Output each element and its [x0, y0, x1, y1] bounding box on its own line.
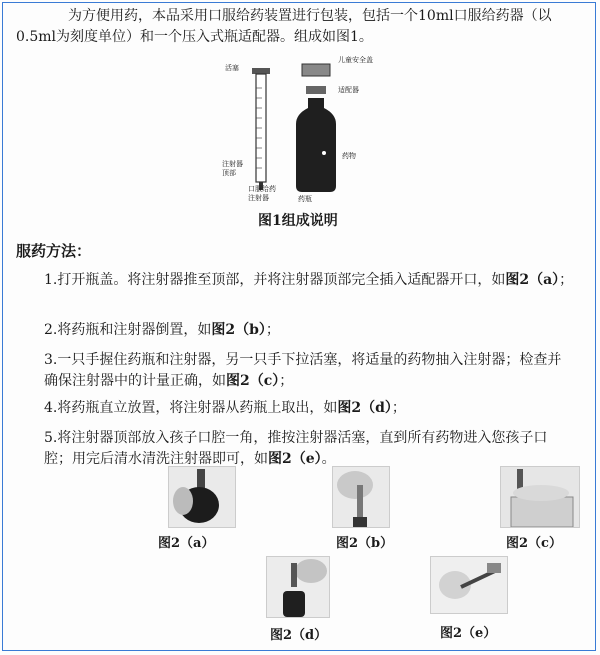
syringe-plunger-head — [252, 68, 270, 74]
step-4: 4.将药瓶直立放置，将注射器从药瓶上取出，如图2（d）； — [44, 400, 406, 416]
figure-2b-photo — [332, 466, 390, 528]
bottle-adapter — [306, 86, 326, 94]
label-syringe-tip: 注射器顶部 — [222, 160, 243, 177]
label-child-cap: 儿童安全盖 — [338, 56, 373, 64]
figure-2d-photo — [266, 556, 330, 618]
label-oral-syringe: 口服给药注射器 — [248, 185, 276, 202]
intro-paragraph: 为方便用药，本品采用口服给药装置进行包装，包括一个10ml口服给药器（以0.5ml为刻度单位）和一个压入式瓶适配器。组成如图1。 — [16, 8, 552, 45]
step-5: 5.将注射器顶部放入孩子口腔一角，推按注射器活塞，直到所有药物进入您孩子口腔；用完后清水清洗注射器即可，如图2（e）。 — [44, 430, 548, 467]
step-1: 1.打开瓶盖。将注射器推至顶部，并将注射器顶部完全插入适配器开口，如图2（a）； — [44, 272, 574, 288]
method-heading: 服药方法： — [16, 242, 92, 260]
step-3: 3.一只手握住药瓶和注射器，另一只手下拉活塞，将适量的药物抽入注射器；检查并确保注射器中的计量正确，如图2（c）； — [44, 352, 562, 389]
label-bottle: 药瓶 — [298, 195, 312, 203]
medicine-pointer-dot — [322, 151, 326, 155]
figure-2e-caption: 图2（e） — [440, 626, 497, 641]
figure-1-illustration — [222, 58, 372, 208]
step-2: 2.将药瓶和注射器倒置，如图2（b）； — [44, 322, 280, 338]
figure-2a-caption: 图2（a） — [158, 536, 215, 551]
figure-1-caption: 图1组成说明 — [258, 213, 338, 229]
figure-2a-photo — [168, 466, 236, 528]
label-medicine: 药物 — [342, 152, 356, 160]
figure-2c-photo — [500, 466, 580, 528]
figure-2d-caption: 图2（d） — [270, 628, 328, 643]
figure-2b-caption: 图2（b） — [336, 536, 394, 551]
figure-2c-caption: 图2（c） — [506, 536, 562, 551]
label-plunger: 活塞 — [225, 64, 239, 72]
label-adapter: 适配器 — [338, 86, 359, 94]
child-safety-cap — [302, 64, 330, 76]
figure-2e-photo — [430, 556, 508, 614]
medicine-bottle — [296, 98, 336, 192]
